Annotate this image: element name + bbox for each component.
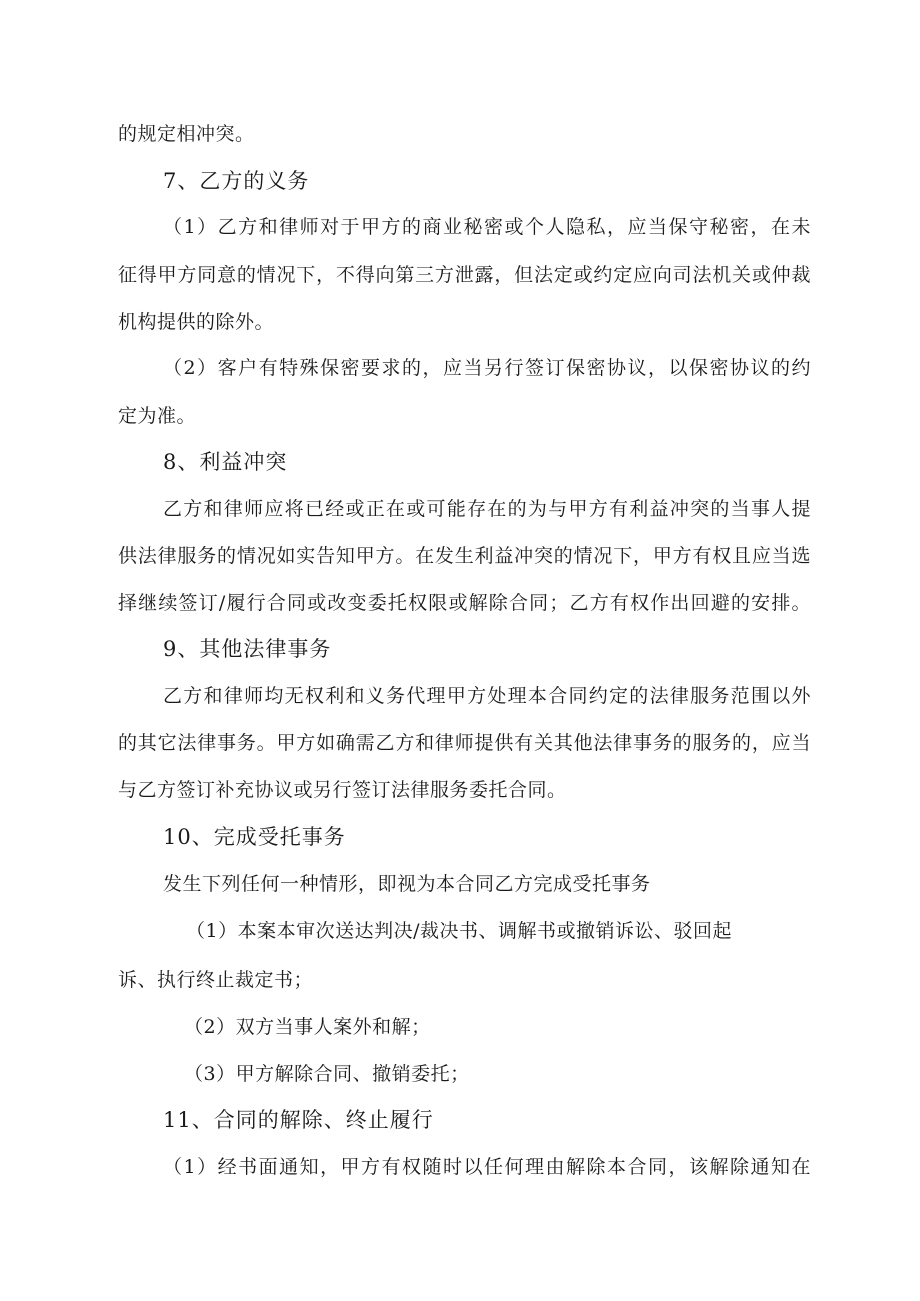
section-9-line-1: 乙方和律师均无权利和义务代理甲方处理本合同约定的法律服务范围以外 — [163, 685, 811, 707]
clause-10-1-line-1: （1）本案本审次送达判决/裁决书、调解书或撤销诉讼、驳回起 — [186, 920, 732, 942]
clause-7-1-line-2: 征得甲方同意的情况下，不得向第三方泄露，但法定或约定应向司法机关或仲裁 — [118, 264, 811, 286]
section-8-line-2: 供法律服务的情况如实告知甲方。在发生利益冲突的情况下，甲方有权且应当选 — [118, 545, 811, 567]
section-10-intro: 发生下列任何一种情形，即视为本合同乙方完成受托事务 — [163, 873, 651, 895]
section-heading-8: 8、利益冲突 — [163, 450, 288, 474]
clause-10-3: （3）甲方解除合同、撤销委托； — [184, 1063, 470, 1085]
clause-7-2-line-1: （2）客户有特殊保密要求的，应当另行签订保密协议，以保密协议的约 — [163, 357, 811, 379]
clause-11-1-line-1: （1）经书面通知，甲方有权随时以任何理由解除本合同，该解除通知在 — [163, 1156, 811, 1178]
section-9-line-3: 与乙方签订补充协议或另行签订法律服务委托合同。 — [118, 779, 567, 801]
section-heading-9: 9、其他法律事务 — [163, 637, 332, 661]
section-9-line-2: 的其它法律事务。甲方如确需乙方和律师提供有关其他法律事务的服务的，应当 — [118, 732, 811, 754]
clause-7-1-line-1: （1）乙方和律师对于甲方的商业秘密或个人隐私，应当保守秘密，在未 — [163, 216, 811, 238]
section-heading-7: 7、乙方的义务 — [163, 169, 310, 193]
clause-7-1-line-3: 机构提供的除外。 — [118, 311, 275, 333]
section-heading-11: 11、合同的解除、终止履行 — [163, 1108, 434, 1132]
section-8-line-3: 择继续签订/履行合同或改变委托权限或解除合同；乙方有权作出回避的安排。 — [118, 592, 811, 614]
clause-10-2: （2）双方当事人案外和解； — [184, 1016, 431, 1038]
section-heading-10: 10、完成受托事务 — [163, 825, 346, 849]
section-8-line-1: 乙方和律师应将已经或正在或可能存在的为与甲方有利益冲突的当事人提 — [163, 498, 811, 520]
paragraph-continuation: 的规定相冲突。 — [118, 123, 255, 145]
clause-7-2-line-2: 定为准。 — [118, 405, 197, 427]
clause-10-1-line-2: 诉、执行终止裁定书； — [118, 969, 314, 991]
